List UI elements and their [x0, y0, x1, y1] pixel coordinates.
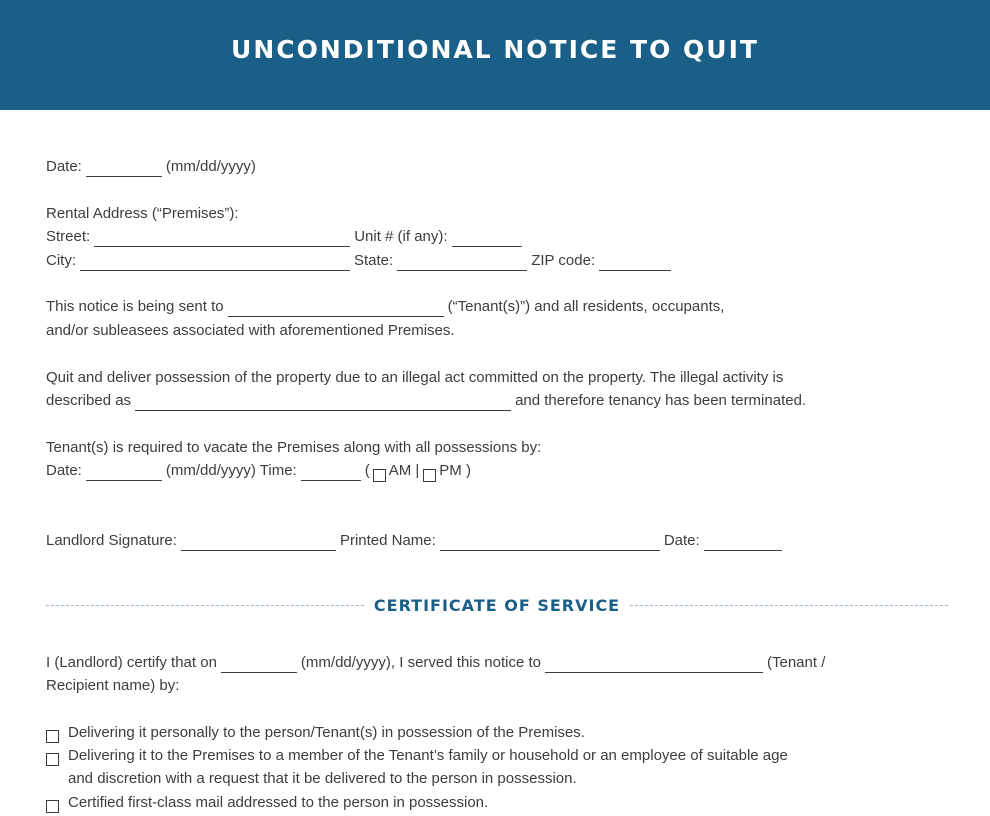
rental-heading [46, 204, 239, 224]
printed-name-label: Printed Name: [339, 532, 436, 549]
certify-date-field[interactable] [221, 658, 297, 673]
pm-label: PM ) [439, 462, 471, 479]
option-mail-label: Certified first-class mail addressed to the person in possession. [68, 794, 489, 811]
vacate-row [46, 438, 541, 458]
signature-row [46, 531, 786, 551]
street-field[interactable] [94, 232, 350, 247]
unit-label: Unit # (if any): [354, 228, 448, 245]
quit-suffix: and therefore tenancy has been terminated. [515, 392, 807, 409]
state-label: State: [354, 252, 394, 269]
city-field[interactable] [80, 256, 350, 271]
street-row [46, 227, 526, 247]
state-field[interactable] [397, 256, 527, 271]
pm-checkbox[interactable] [423, 469, 436, 482]
option-household-checkbox[interactable] [46, 753, 59, 766]
city-row [46, 251, 675, 271]
option-household [46, 746, 788, 766]
certify-row-2 [46, 676, 179, 696]
notice-line2: and/or subleasees associated with aforementioned Premises. [46, 322, 455, 339]
certificate-divider [46, 593, 948, 617]
vacate-line1: Tenant(s) is required to vacate the Premises along with all possessions by: [46, 439, 542, 456]
certify-prefix: I (Landlord) certify that on [46, 654, 217, 671]
illegal-activity-field[interactable] [135, 396, 511, 411]
option-household-cont [68, 769, 577, 789]
certify-line2: Recipient name) by: [46, 677, 180, 694]
vacate-row-2 [46, 461, 471, 481]
landlord-signature-field[interactable] [181, 536, 336, 551]
zip-label: ZIP code: [531, 252, 596, 269]
unit-field[interactable] [452, 232, 522, 247]
option-personal-checkbox[interactable] [46, 730, 59, 743]
date-format: (mm/dd/yyyy) [165, 158, 256, 175]
landlord-signature-label: Landlord Signature: [46, 532, 177, 549]
certify-row [46, 653, 825, 673]
vacate-format-time: (mm/dd/yyyy) Time: [165, 462, 297, 479]
vacate-date-field[interactable] [86, 466, 162, 481]
certify-suffix: (Tenant / [767, 654, 826, 671]
vacate-open-paren: ( [364, 462, 370, 479]
notice-row-2 [46, 321, 455, 341]
notice-prefix: This notice is being sent to [46, 298, 224, 315]
date-field[interactable] [86, 162, 162, 177]
signature-date-label: Date: [663, 532, 700, 549]
option-mail [46, 793, 488, 813]
street-label: Street: [46, 228, 91, 245]
option-personal [46, 723, 585, 743]
option-household-label: Delivering it to the Premises to a member of the Tenant’s family or household or an employee of suitable age [68, 747, 788, 764]
certify-middle: (mm/dd/yyyy), I served this notice to [300, 654, 541, 671]
am-checkbox[interactable] [373, 469, 386, 482]
am-label: AM | [388, 462, 420, 479]
tenant-name-field[interactable] [228, 302, 444, 317]
date-label: Date: [46, 158, 82, 175]
quit-row [46, 368, 783, 388]
quit-prefix: described as [46, 392, 132, 409]
notice-suffix: (“Tenant(s)”) and all residents, occupants, [447, 298, 725, 315]
option-household-cont-label: and discretion with a request that it be delivered to the person in possession. [68, 770, 577, 787]
notice-row [46, 297, 724, 317]
vacate-date-label: Date: [46, 462, 82, 479]
divider-right [630, 605, 948, 606]
option-personal-label: Delivering it personally to the person/Tenant(s) in possession of the Premises. [68, 724, 585, 741]
date-row [46, 157, 256, 177]
option-mail-checkbox[interactable] [46, 800, 59, 813]
rental-heading-text: Rental Address (“Premises”): [46, 205, 239, 222]
vacate-time-field[interactable] [301, 466, 361, 481]
quit-line1: Quit and deliver possession of the property due to an illegal act committed on the property. The illegal activity is [46, 369, 784, 386]
zip-field[interactable] [599, 256, 671, 271]
recipient-name-field[interactable] [545, 658, 763, 673]
certificate-title: CERTIFICATE OF SERVICE [373, 595, 621, 615]
page-title: UNCONDITIONAL NOTICE TO QUIT [231, 34, 759, 64]
divider-left [46, 605, 364, 606]
city-label: City: [46, 252, 76, 269]
signature-date-field[interactable] [704, 536, 782, 551]
printed-name-field[interactable] [440, 536, 660, 551]
header-banner [0, 0, 990, 110]
quit-row-2 [46, 391, 806, 411]
